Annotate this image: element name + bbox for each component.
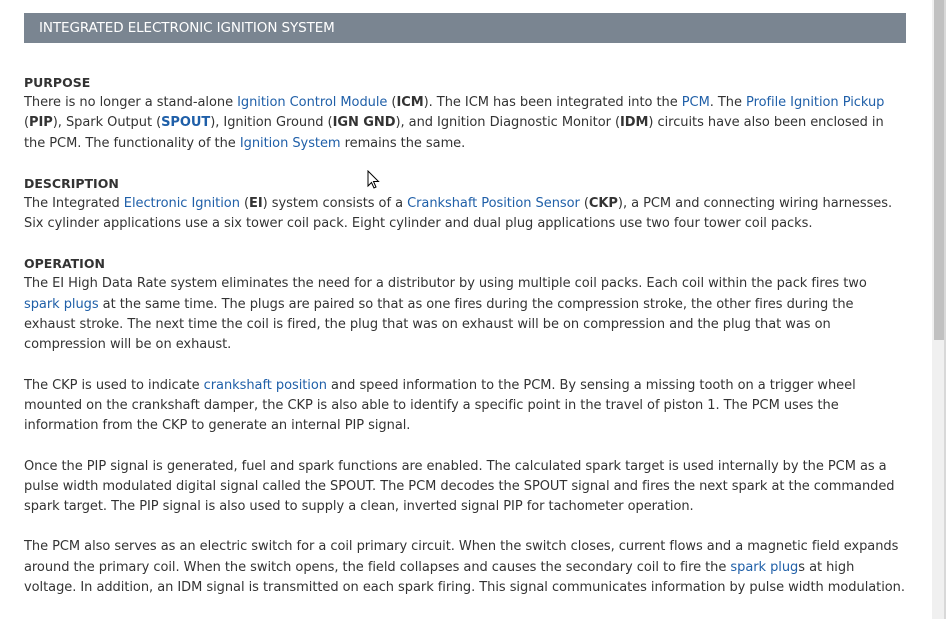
link-ignition-control-module[interactable]: Ignition Control Module	[237, 95, 388, 110]
link-spout[interactable]: SPOUT	[161, 115, 211, 131]
text-segment: The PCM also serves as an electric switch for a coil primary circuit. When the switch closes, current flows and a magnetic field expands around the primary coil. When the switch opens, the field collapses and causes the secondary coil to fire the	[24, 539, 899, 575]
scrollbar-thumb[interactable]	[934, 0, 944, 340]
operation-paragraph-3: Once the PIP signal is generated, fuel and spark functions are enabled. The calculated spark target is used internally by the PCM as a pulse width modulated digital signal called the SPOUT. The PCM decodes the SPOUT signal and fires the next spark at the commanded spark target. The PIP signal is also used to supply a clean, inverted signal PIP for tachometer operation.	[24, 458, 895, 515]
description-heading: DESCRIPTION	[24, 175, 119, 191]
text-segment: The Integrated	[24, 195, 124, 211]
description-section	[24, 174, 906, 235]
page-title: INTEGRATED ELECTRONIC IGNITION SYSTEM	[24, 13, 906, 43]
description-text	[24, 194, 906, 235]
abbr-icm: ICM	[396, 95, 424, 110]
abbr-ei: EI	[249, 195, 263, 211]
link-crankshaft-position-sensor[interactable]: Crankshaft Position Sensor	[407, 195, 580, 211]
link-spark-plugs[interactable]: spark plugs	[24, 296, 99, 312]
text-segment: (	[24, 115, 30, 131]
text-segment: (	[387, 95, 397, 110]
operation-paragraph-4	[24, 537, 906, 598]
operation-paragraph-2	[24, 376, 906, 437]
mouse-pointer-icon	[367, 170, 381, 190]
operation-section	[24, 254, 906, 598]
text-segment: ), a PCM and connecting wiring harnesses. Six cylinder applications use a six tower coil pack. Eight cylinder and dual plug applications use two four tower coil packs.	[24, 195, 893, 232]
link-profile-ignition-pickup[interactable]: Profile Ignition Pickup	[746, 95, 885, 110]
article	[24, 13, 906, 598]
operation-paragraph-1	[24, 274, 906, 355]
vertical-scrollbar[interactable]	[922, 0, 946, 619]
abbr-pip: PIP	[29, 115, 53, 131]
text-segment: ) circuits have also been enclosed in the PCM. The functionality of the	[24, 115, 884, 151]
text-segment: s at high voltage. In addition, an IDM signal is transmitted on each spark firing. This signal communicates information by pulse width modulation.	[24, 559, 905, 596]
purpose-heading: PURPOSE	[24, 75, 91, 90]
link-ignition-system[interactable]: Ignition System	[239, 135, 341, 151]
text-segment: ), and Ignition Diagnostic Monitor (	[395, 115, 620, 131]
operation-heading: OPERATION	[24, 256, 105, 272]
text-segment: ) system consists of a	[262, 195, 408, 211]
abbr-ign-gnd: IGN GND	[332, 115, 396, 131]
text-segment: The CKP is used to indicate	[24, 377, 204, 393]
text-segment: ), Ignition Ground (	[210, 115, 333, 131]
text-segment: (	[239, 195, 249, 211]
text-segment: . The	[709, 95, 747, 110]
link-crankshaft-position[interactable]: crankshaft position	[203, 377, 327, 393]
text-segment: at the same time. The plugs are paired so that as one fires during the compression stroke, the other fires during the exhaust stroke. The next time the coil is fired, the plug that was on exhaust will be on compression and the plug that was on compression will be on exhaust.	[24, 296, 854, 353]
text-segment: (	[579, 195, 589, 211]
text-segment: ), Spark Output (	[52, 115, 162, 131]
purpose-section	[24, 73, 906, 154]
text-segment: The EI High Data Rate system eliminates the need for a distributor by using multiple coil packs. Each coil within the pack fires two	[24, 276, 867, 292]
link-electronic-ignition[interactable]: Electronic Ignition	[123, 195, 240, 211]
text-segment: and speed information to the PCM. By sensing a missing tooth on a trigger wheel mounted on the crankshaft damper, the CKP is also able to identify a specific point in the travel of piston 1. The PCM uses the information from the CKP to generate an internal PIP signal.	[24, 377, 856, 434]
text-segment: There is no longer a stand-alone	[24, 95, 238, 110]
purpose-text	[24, 93, 906, 154]
link-pcm[interactable]: PCM	[681, 95, 710, 110]
abbr-idm: IDM	[620, 115, 649, 131]
link-spark-plug[interactable]: spark plug	[730, 559, 799, 575]
abbr-ckp: CKP	[588, 195, 618, 211]
text-segment: remains the same.	[340, 135, 466, 151]
text-segment: ). The ICM has been integrated into the	[423, 95, 682, 110]
